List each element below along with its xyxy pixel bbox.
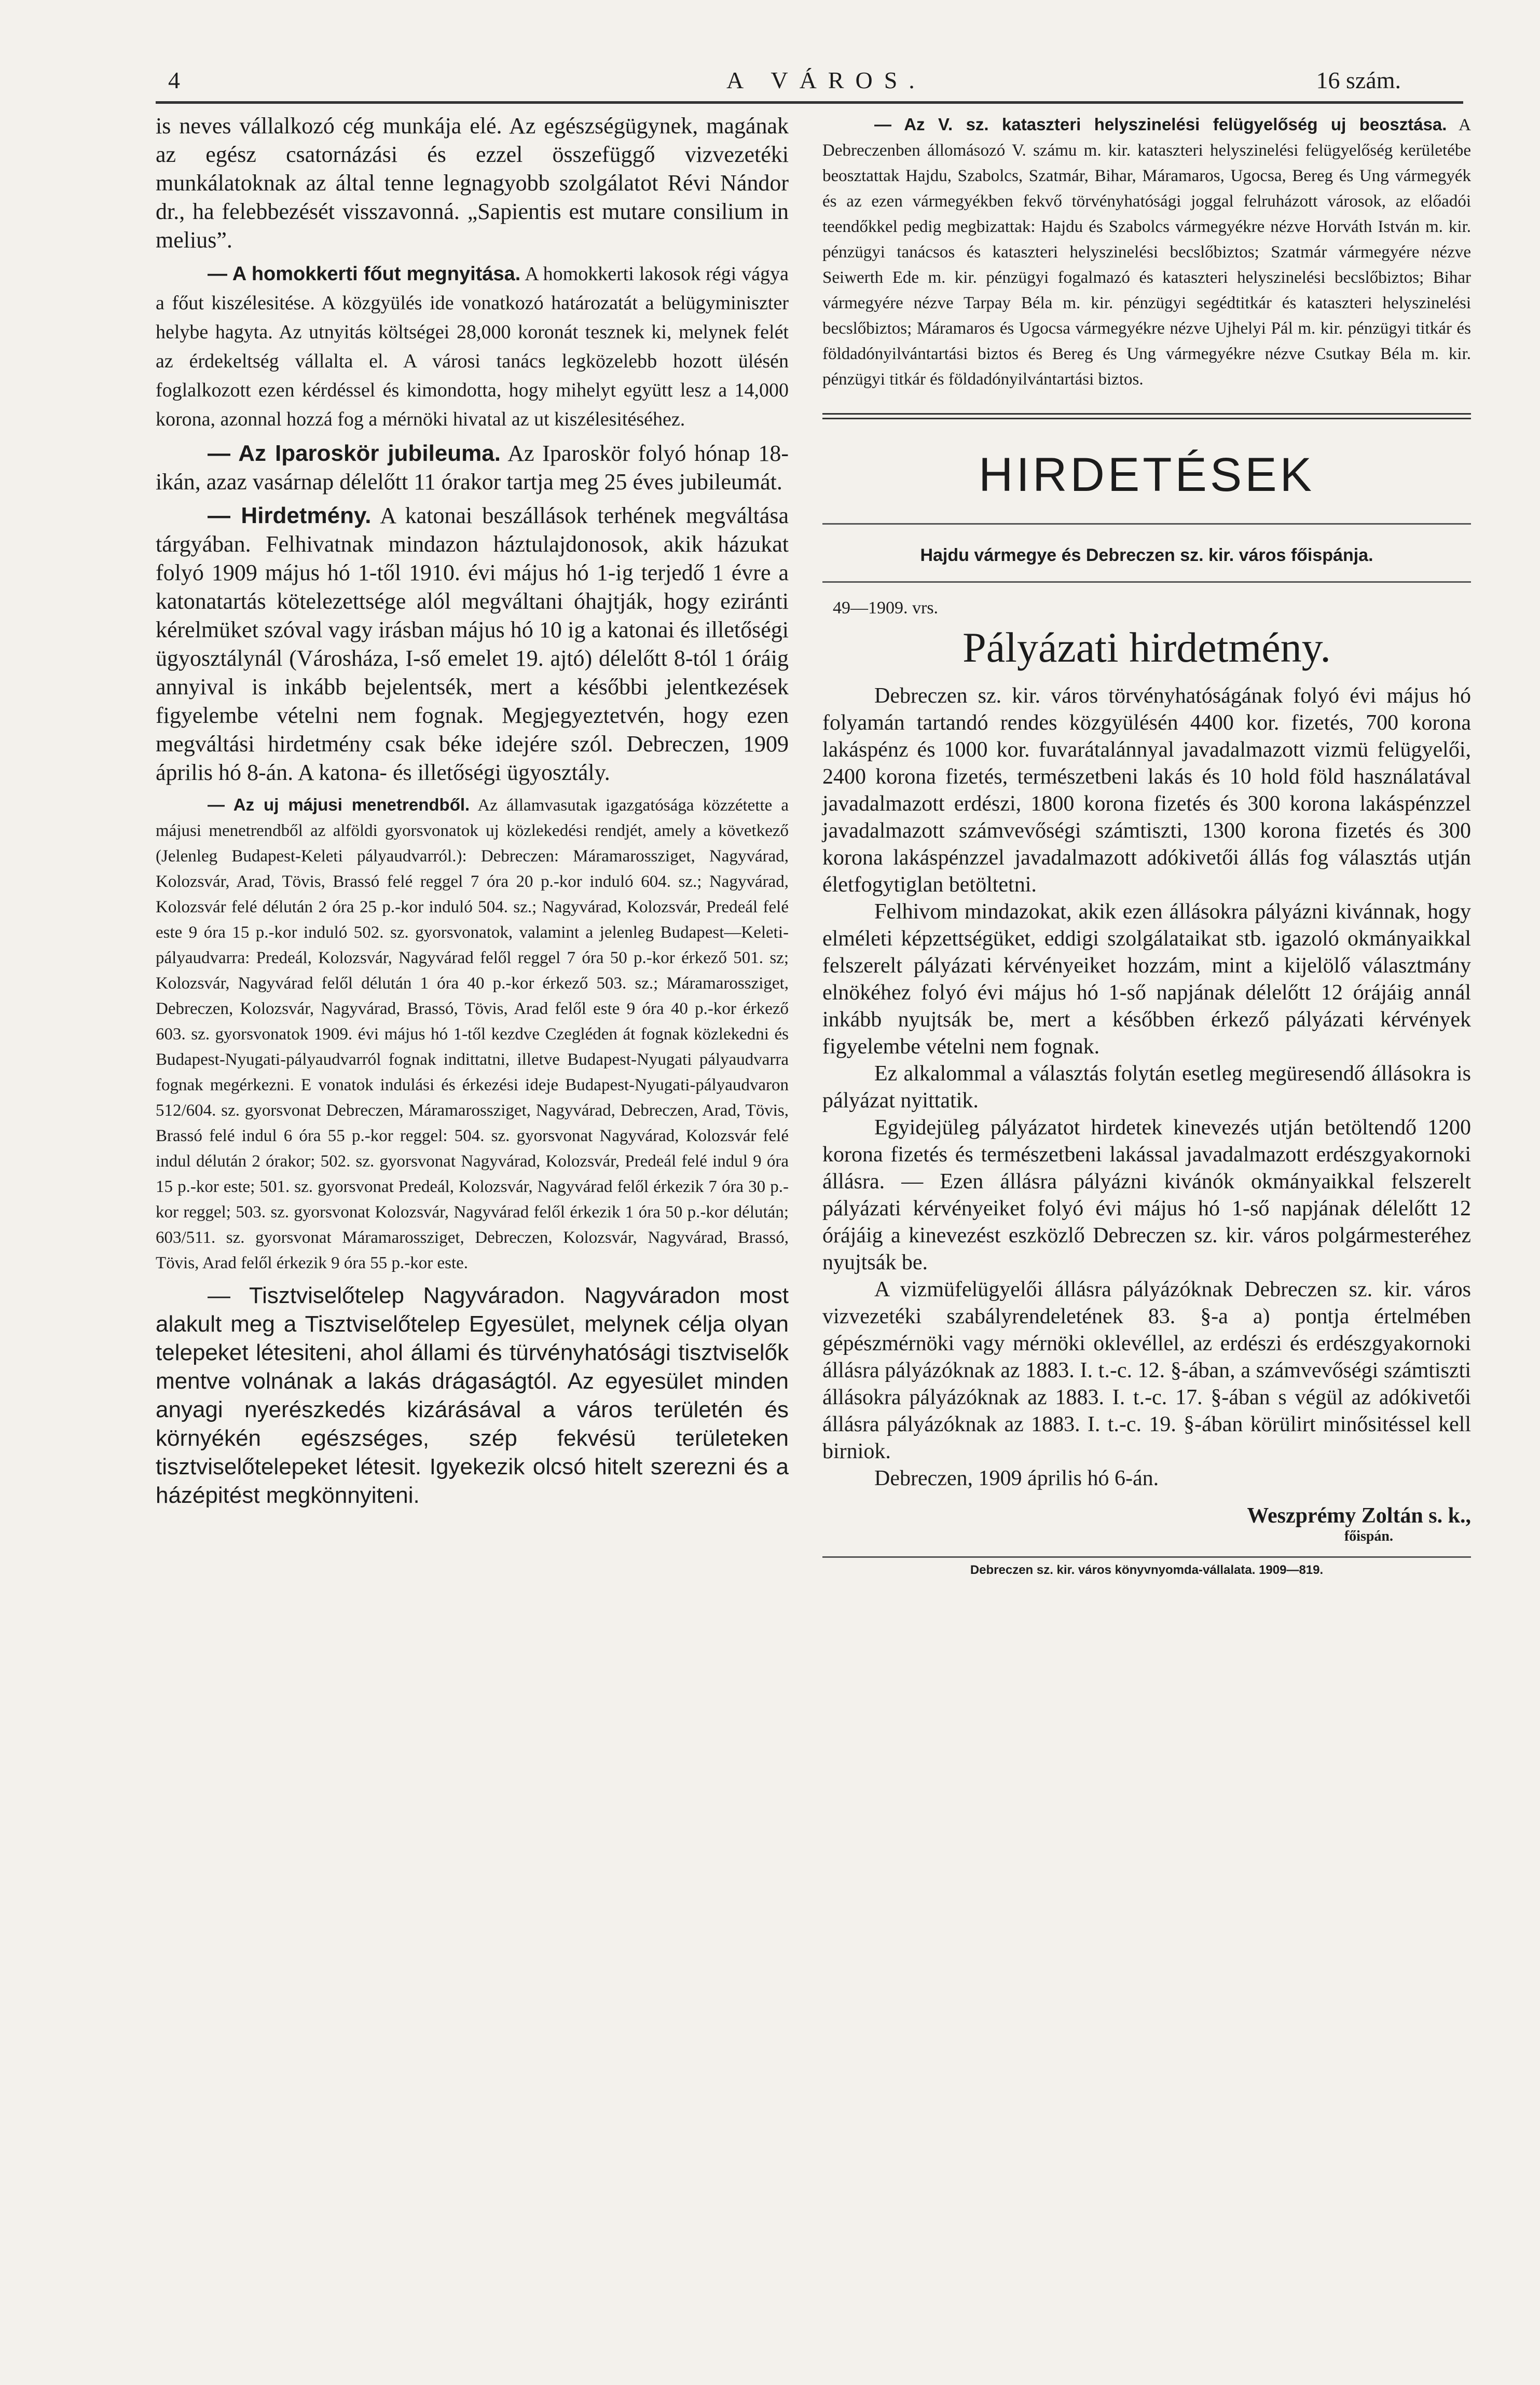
page-number: 4 bbox=[168, 67, 180, 93]
header-rule bbox=[156, 101, 1463, 104]
article-hirdetmeny bbox=[156, 501, 789, 787]
newspaper-title: A VÁROS. bbox=[726, 67, 926, 93]
ads-rule bbox=[822, 523, 1471, 525]
page-header bbox=[156, 66, 1401, 103]
reference-number: 49—1909. vrs. bbox=[833, 598, 939, 618]
article-body: A Debreczenben állomásozó V. számu m. kir. kataszteri helyszinelési felügyelőség kerületébe beosztattak Hajdu, Szabolcs, Szatmár, Bihar, Máramaros, Ugocsa, Bereg és Ung vármegyék és az ezen vármegyékben fekvő törvényhatósági joggal felruházott városok, az előadói teendőkkel pedig megbizattak: Hajdu és Szabolcs vármegyékre nézve Horváth István m. kir. pénzügyi tanácsos és kataszteri helyszinelési becslőbiztos; Szatmár vármegyére nézve Seiwerth Ede m. kir. pénzügyi fogalmazó és kataszteri helyszinelési becslőbiztos; Bihar vármegyére nézve Tarpay Béla m. kir. pénzügyi segédtitkár és kataszteri helyszinelési becslőbiztos; Máramaros és Ugocsa vármegyékre nézve Ujhelyi Pál m. kir. pénzügyi titkár és földadónyilvántartási biztos és Bereg és Ung vármegyékre nézve Csutkay Béla m. kir. pénzügyi titkár és földadónyilvántartási biztos. bbox=[822, 116, 1471, 389]
issuer-rule bbox=[822, 581, 1471, 583]
notice-paragraph: Debreczen sz. kir. város törvényhatóságának folyó évi május hó folyamán tartandó rendes közgyülésén 4400 kor. fizetés, 700 korona lakáspénz és 1000 kor. fuvarátalánnyal javadalmazott vizmü felügyelői, 2400 korona fizetés, természetbeni lakás és 10 hold föld használatával javadalmazott erdészi, 1800 korona fizetés és 300 korona lakáspénzzel javadalmazott számvevőségi számtiszti, 1300 korona fizetés és 300 korona lakáspénzzel javadalmazott adókivetői állás fog választás utján életfogytiglan betöltetni. bbox=[822, 684, 1471, 897]
article-title: — Az uj májusi menetrendből. bbox=[208, 795, 470, 814]
article-body: A homokkerti lakosok régi vágya a főut kiszélesitése. A közgyülés ide vonatkozó határozatát a belügyminiszter helybe hagyta. Az utnyitás költségei 28,000 koronát tesznek ki, melynek felét az érdekeltség vállalta el. A városi tanács legközelebb hozott ülésén foglalkozott ezen kérdéssel és kimondotta, hogy mihelyt együtt lesz a 14,000 korona, azonnal hozzá fog a mérnöki hivatal az ut kiszélesitéséhez. bbox=[156, 263, 789, 430]
right-column bbox=[822, 112, 1471, 1578]
article-body: A katonai beszállások terhének megváltása tárgyában. Felhivatnak mindazon háztulajdonosok, akik házukat folyó 1909 május hó 1-től 1910. évi május hó 1-ig terjedő 1 évre a katonatartás kötelezettsége alól megváltani óhajtják, hogy eziránti kérelmüket szóval vagy irásban május hó 10 ig a katonai és illetőségi ügyosztálynál (Városháza, I-ső emelet 19. ajtó) délelőtt 8-tól 1 óráig annyival is inkább bejelentsék, mert a későbbi jelentkezések figyelembe vételni nem fognak. Megjegyeztetvén, hogy ezen megváltási hirdetmény csak béke idejére szól. Debreczen, 1909 április hó 8-án. A katona- és illetőségi ügyosztály. bbox=[156, 503, 789, 785]
notice-issuer: Hajdu vármegye és Debreczen sz. kir. város főispánja. bbox=[920, 545, 1373, 565]
article-body: Az Iparoskör folyó hónap 18-ikán, azaz vasárnap délelőtt 11 órakor tartja meg 25 éves jubileumát. bbox=[156, 441, 789, 495]
printer-imprint: Debreczen sz. kir. város könyvnyomda-vállalata. 1909—819. bbox=[970, 1563, 1324, 1577]
notice-paragraph: Ez alkalommal a választás folytán esetleg megüresendő állásokra is pályázat nyittatik. bbox=[822, 1062, 1471, 1113]
article-title: — Tisztviselőtelep Nagyváradon. bbox=[208, 1283, 566, 1308]
notice-paragraph: A vizmüfelügyelői állásra pályázóknak Debreczen sz. kir. város vizvezetéki szabályrendeletének 83. §-a a) pontja értelmében gépészmérnöki vagy mérnöki oklevéllel, az erdészi és erdészgyakornoki állásra pályázóknak az 1883. I. t.-c. 12. §-ában, a számvevőségi számtiszti állásokra pályázóknak az 1883. I. t.-c. 17. §-ában s végül az adókivetői állásra pályázóknak az 1883. I. t.-c. 19. §-ában körülirt minősitéssel kell birniok. bbox=[822, 1278, 1471, 1463]
notice-paragraph: Egyidejüleg pályázatot hirdetek kinevezés utján betöltendő 1200 korona fizetés és természetbeni lakással javadalmazott erdészgyakornoki állásra. — Ezen állásra pályázni kivánók okmányaikkal felszerelt pályázati kérvényeiket folyó évi május hó 1-ső napjának délelőtt 12 órájáig a kinevezést eszközlő Debreczen sz. kir. város polgármesteréhez nyujtsák be. bbox=[822, 1116, 1471, 1274]
article-title: — Az Iparoskör jubileuma. bbox=[208, 441, 501, 466]
ads-heading: HIRDETÉSEK bbox=[979, 448, 1315, 501]
notice-title: Pályázati hirdetmény. bbox=[962, 624, 1331, 671]
article-homokkert bbox=[156, 259, 789, 434]
article-body: Nagyváradon most alakult meg a Tisztviselőtelep Egyesület, melynek célja olyan telepeket létesiteni, ahol állami és türvényhatósági tisztviselők mentve volnának a lakás drágaságtól. Az egyesület minden anyagi nyerészkedés kizárásával a város területén és környékén egészséges, szép fekvésü területeken tisztviselőtelepeket létesit. Igyekezik olcsó hitelt szerezni és a házépitést megkönnyiteni. bbox=[156, 1283, 789, 1508]
section-divider bbox=[822, 413, 1471, 419]
notice-dateline: Debreczen, 1909 április hó 6-án. bbox=[874, 1466, 1159, 1490]
left-column bbox=[156, 112, 789, 1510]
article-body: Az államvasutak igazgatósága közzétette a májusi menetrendből az alföldi gyorsvonatok uj közlekedési rendjét, amely a következő (Jelenleg Budapest-Keleti pályaudvarról.): Debreczen: Máramarossziget, Nagyvárad, Kolozsvár, Arad, Tövis, Brassó felé reggel 7 óra 20 p.-kor induló 604. sz.; Nagyvárad, Kolozsvár felé délután 2 óra 25 p.-kor induló 504. sz.; Nagyvárad, Kolozsvár, Predeál felé este 9 óra 15 p.-kor induló 502. sz. gyorsvonatok, valamint a jelenleg Budapest—Keleti-pályaudvarra: Predeál, Kolozsvár, Nagyvárad felől reggel 7 óra 50 p.-kor érkező 501. sz; Kolozsvár, Nagyvárad felől délután 1 óra 40 p.-kor érkező 503. sz.; Máramarossziget, Debreczen, Kolozsvár, Nagyvárad, Brassó, Tövis, Arad felől este 9 óra 40 p.-kor érkező 603. sz. gyorsvonatok 1909. évi május hó 1-től kezdve Czegléden át fognak közlekedni és Budapest-Nyugati-pályaudvarról fognak indittatni, illetve Budapest-Nyugati pályaudvarra fognak megérkezni. E vonatok indulási és érkezési ideje Budapest-Nyugati-pályaudvaron 512/604. sz. gyorsvonat Debreczen, Máramarossziget, Nagyvárad, Debreczen, Arad, Tövis, Brassó felé indul 6 óra 55 p.-kor reggel: 504. sz. gyorsvonat Nagyvárad, Kolozsvár felé indul délután 2 órakor; 502. sz. gyorsvonat Nagyvárad, Kolozsvár, Predeál felé indul 9 óra 15 p.-kor este; 501. sz. gyorsvonat Predeál, Kolozsvár, Nagyvárad felől érkezik 7 óra 30 p.-kor reggel; 503. sz. gyorsvonat Kolozsvár, Nagyvárad felől érkezik 1 óra 50 p.-kor délután; 603/511. sz. gyorsvonat Máramarossziget, Debreczen, Kolozsvár, Nagyvárad, Brassó, Tövis, Arad felől érkezik 9 óra 55 p.-kor este. bbox=[156, 796, 789, 1272]
issue-number: 16 szám. bbox=[1316, 67, 1401, 93]
article-iparoskor bbox=[156, 439, 789, 496]
imprint-rule bbox=[822, 1556, 1471, 1558]
intro-paragraph: is neves vállalkozó cég munkája elé. Az egészségügynek, magának az egész csatornázási és ezzel összefüggő vizvezetéki munkálatoknak az által tenne legnagyobb szolgálatot Révi Nándor dr., ha felebbezését visszavonná. „Sapientis est mutare consilium in melius”. bbox=[156, 113, 789, 253]
article-title: — Hirdetmény. bbox=[208, 503, 372, 528]
article-menetrend bbox=[156, 792, 789, 1276]
article-title: — A homokkerti főut megnyitása. bbox=[208, 263, 521, 285]
signature-name: Weszprémy Zoltán s. k., bbox=[1247, 1504, 1471, 1528]
article-title: — Az V. sz. kataszteri helyszinelési felügyelőség uj beosztása. bbox=[874, 115, 1447, 134]
notice-paragraph: Felhivom mindazokat, akik ezen állásokra pályázni kivánnak, hogy elméleti képzettségüket, eddigi szolgálataikat stb. igazoló okmányaikkal felszerelt pályázati kérvényeiket hozzám, mint a kijelölő választmány elnökéhez folyó évi május hó 1-ső napjának délelőtt 12 órájáig annál inkább nyujtsák be, mert a későbben érkező pályázati kérvények figyelembe vételni nem fognak. bbox=[822, 900, 1471, 1059]
article-kataszter bbox=[822, 112, 1471, 392]
article-tisztviselo bbox=[156, 1281, 789, 1510]
signature-title: főispán. bbox=[1344, 1528, 1393, 1544]
